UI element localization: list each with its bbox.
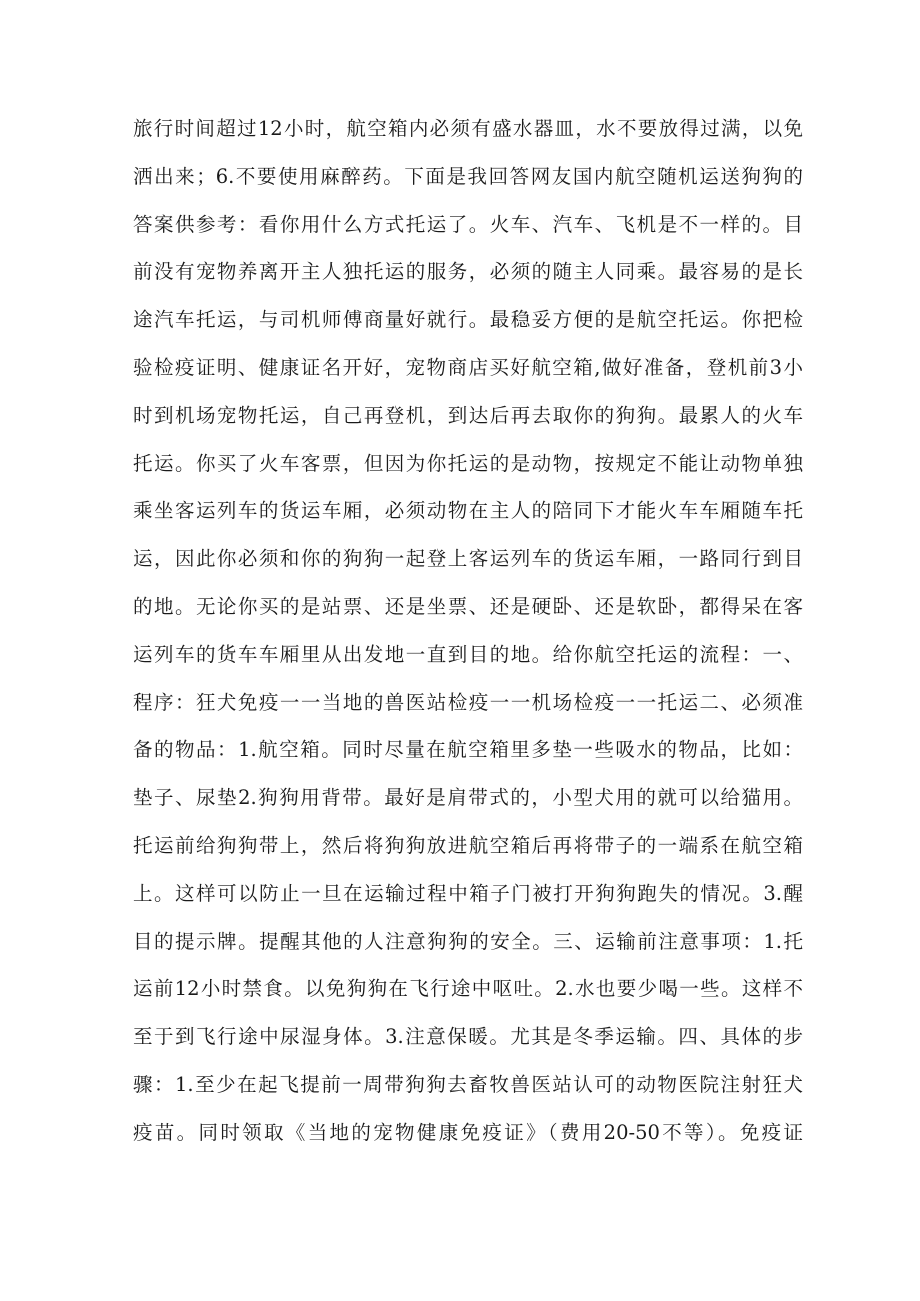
text-line: 验检疫证明、健康证名开好，宠物商店买好航空箱,做好准备，登机前3小 [133, 355, 803, 379]
text-line: 托运前给狗狗带上，然后将狗狗放进航空箱后再将带子的一端系在航空箱 [133, 833, 803, 857]
text-line: 运前12小时禁食。以免狗狗在飞行途中呕吐。2.水也要少喝一些。这样不 [133, 977, 803, 1001]
text-line: 运列车的货车车厢里从出发地一直到目的地。给你航空托运的流程：一、 [133, 642, 803, 666]
text-line: 洒出来；6.不要使用麻醉药。下面是我回答网友国内航空随机运送狗狗的 [133, 164, 803, 188]
text-line: 答案供参考：看你用什么方式托运了。火车、汽车、飞机是不一样的。目 [133, 212, 803, 236]
text-line: 的地。无论你买的是站票、还是坐票、还是硬卧、还是软卧，都得呆在客 [133, 594, 803, 618]
text-line: 垫子、尿垫2.狗狗用背带。最好是肩带式的，小型犬用的就可以给猫用。 [133, 786, 803, 810]
text-line: 托运。你买了火车客票，但因为你托运的是动物，按规定不能让动物单独 [133, 451, 803, 475]
text-line: 乘坐客运列车的货运车厢，必须动物在主人的陪同下才能火车车厢随车托 [133, 499, 803, 523]
text-line: 途汽车托运，与司机师傅商量好就行。最稳妥方便的是航空托运。你把检 [133, 308, 803, 332]
text-line: 前没有宠物养离开主人独托运的服务，必须的随主人同乘。最容易的是长 [133, 260, 803, 284]
text-line: 骤：1.至少在起飞提前一周带狗狗去畜牧兽医站认可的动物医院注射狂犬 [133, 1072, 803, 1096]
text-line: 程序：狂犬免疫一一当地的兽医站检疫一一机场检疫一一托运二、必须准 [133, 690, 803, 714]
text-line: 备的物品：1.航空箱。同时尽量在航空箱里多垫一些吸水的物品，比如： [133, 738, 803, 762]
text-line: 上。这样可以防止一旦在运输过程中箱子门被打开狗狗跑失的情况。3.醒 [133, 881, 803, 905]
text-line: 运，因此你必须和你的狗狗一起登上客运列车的货运车厢，一路同行到目 [133, 547, 803, 571]
text-line: 疫苗。同时领取《当地的宠物健康免疫证》（费用20-50不等）。免疫证 [133, 1120, 803, 1144]
document-body [133, 105, 803, 1157]
text-line: 时到机场宠物托运，自己再登机，到达后再去取你的狗狗。最累人的火车 [133, 403, 803, 427]
text-line: 旅行时间超过12小时，航空箱内必须有盛水器皿，水不要放得过满，以免 [133, 117, 803, 140]
text-line: 至于到飞行途中尿湿身体。3.注意保暖。尤其是冬季运输。四、具体的步 [133, 1025, 803, 1049]
text-line: 目的提示牌。提醒其他的人注意狗狗的安全。三、运输前注意事项：1.托 [133, 929, 803, 953]
